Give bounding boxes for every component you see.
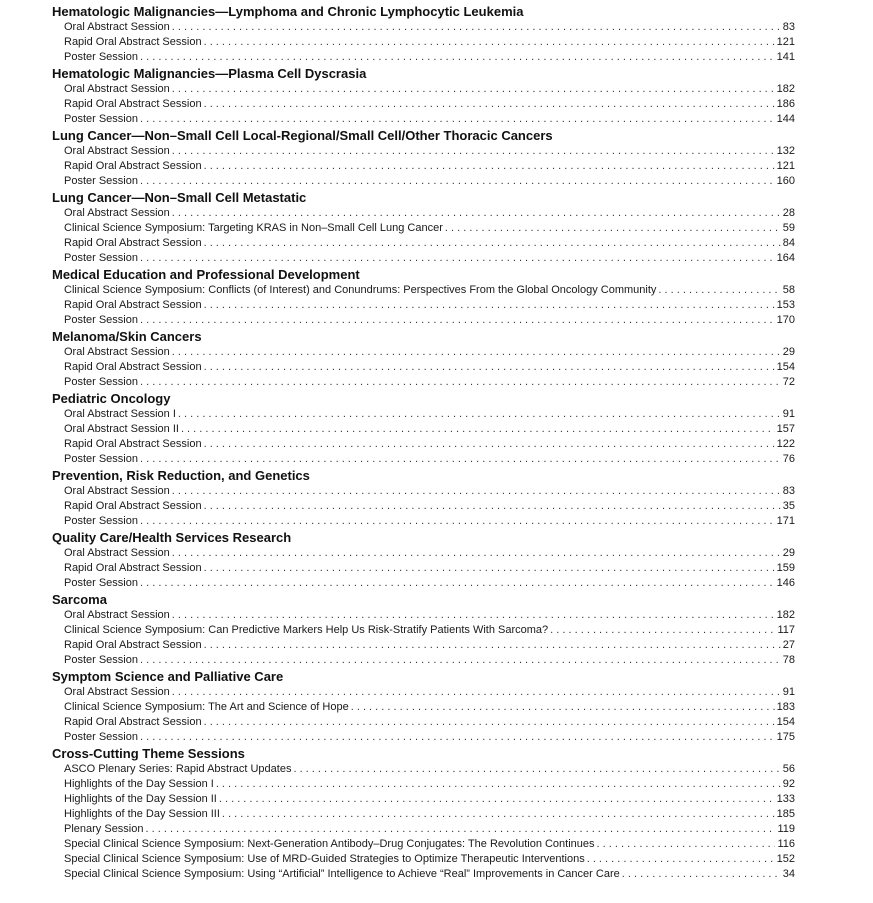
entry-label: Rapid Oral Abstract Session — [64, 299, 202, 311]
dot-leader — [204, 97, 775, 112]
dot-leader — [140, 730, 775, 745]
toc-section — [52, 390, 795, 467]
dot-leader — [445, 221, 781, 236]
entry-label: Clinical Science Symposium: The Art and Science of Hope — [64, 701, 349, 713]
page-number: 132 — [776, 145, 795, 157]
page-number: 27 — [782, 639, 795, 651]
page-number: 152 — [776, 853, 795, 865]
dot-leader — [204, 35, 775, 50]
toc-entry — [52, 623, 795, 638]
page-number: 154 — [776, 716, 795, 728]
toc-entry — [52, 112, 795, 127]
entry-label: Poster Session — [64, 314, 138, 326]
dot-leader — [140, 50, 775, 65]
page-number: 121 — [776, 36, 795, 48]
toc-entry — [52, 777, 795, 792]
dot-leader — [204, 499, 781, 514]
entry-label: Rapid Oral Abstract Session — [64, 361, 202, 373]
page-number: 92 — [782, 778, 795, 790]
toc-entry — [52, 375, 795, 390]
toc-entry — [52, 144, 795, 159]
dot-leader — [204, 360, 775, 375]
entry-label: Poster Session — [64, 175, 138, 187]
entry-label: Rapid Oral Abstract Session — [64, 500, 202, 512]
toc-entry — [52, 345, 795, 360]
page-number: 91 — [782, 686, 795, 698]
entry-label: Rapid Oral Abstract Session — [64, 98, 202, 110]
dot-leader — [172, 206, 781, 221]
page-number: 28 — [782, 207, 795, 219]
entry-label: Oral Abstract Session — [64, 145, 170, 157]
entry-label: Oral Abstract Session — [64, 547, 170, 559]
section-heading: Medical Education and Professional Development — [52, 267, 360, 282]
toc-section — [52, 591, 795, 668]
dot-leader — [219, 792, 775, 807]
entry-label: Oral Abstract Session I — [64, 408, 176, 420]
dot-leader — [351, 700, 775, 715]
dot-leader — [140, 653, 781, 668]
toc-section — [52, 328, 795, 390]
entry-label: Poster Session — [64, 252, 138, 264]
toc-section — [52, 189, 795, 266]
toc-entry — [52, 807, 795, 822]
dot-leader — [172, 484, 781, 499]
toc-entry — [52, 822, 795, 837]
dot-leader — [622, 867, 781, 882]
page-number: 146 — [776, 577, 795, 589]
dot-leader — [172, 546, 781, 561]
page-number: 182 — [776, 83, 795, 95]
toc-entry — [52, 484, 795, 499]
toc-entry — [52, 700, 795, 715]
entry-label: ASCO Plenary Series: Rapid Abstract Updates — [64, 763, 292, 775]
entry-label: Poster Session — [64, 577, 138, 589]
section-heading: Hematologic Malignancies—Plasma Cell Dyscrasia — [52, 66, 367, 81]
dot-leader — [216, 777, 781, 792]
page-number: 116 — [777, 838, 795, 850]
page-number: 29 — [782, 547, 795, 559]
toc-entry — [52, 20, 795, 35]
entry-label: Oral Abstract Session — [64, 83, 170, 95]
entry-label: Oral Abstract Session — [64, 346, 170, 358]
page-number: 59 — [782, 222, 795, 234]
toc-entry — [52, 867, 795, 882]
entry-label: Highlights of the Day Session III — [64, 808, 220, 820]
page-number: 121 — [776, 160, 795, 172]
page-number: 160 — [776, 175, 795, 187]
section-heading: Quality Care/Health Services Research — [52, 530, 292, 545]
entry-label: Clinical Science Symposium: Can Predictive Markers Help Us Risk-Stratify Patients With Sarcoma? — [64, 624, 549, 636]
dot-leader — [140, 452, 781, 467]
entry-label: Rapid Oral Abstract Session — [64, 438, 202, 450]
entry-label: Poster Session — [64, 376, 138, 388]
entry-label: Rapid Oral Abstract Session — [64, 639, 202, 651]
page-number: 186 — [776, 98, 795, 110]
dot-leader — [204, 159, 775, 174]
dot-leader — [140, 251, 775, 266]
toc-entry — [52, 206, 795, 221]
toc-entry — [52, 82, 795, 97]
dot-leader — [172, 608, 775, 623]
entry-label: Clinical Science Symposium: Conflicts (of Interest) and Conundrums: Perspectives From the Global Oncology Community — [64, 284, 657, 296]
dot-leader — [204, 561, 775, 576]
toc-entry — [52, 546, 795, 561]
dot-leader — [172, 144, 775, 159]
page-number: 171 — [776, 515, 795, 527]
dot-leader — [140, 174, 775, 189]
toc-section — [52, 65, 795, 127]
entry-label: Rapid Oral Abstract Session — [64, 716, 202, 728]
dot-leader — [204, 437, 775, 452]
dot-leader — [172, 82, 775, 97]
page-number: 83 — [782, 21, 795, 33]
page-number: 141 — [776, 51, 795, 63]
entry-label: Special Clinical Science Symposium: Using “Artificial” Intelligence to Achieve “Real” Improvements in Cancer Care — [64, 868, 620, 880]
page-number: 122 — [776, 438, 795, 450]
page-number: 153 — [776, 299, 795, 311]
entry-label: Poster Session — [64, 515, 138, 527]
page-number: 157 — [776, 423, 795, 435]
dot-leader — [172, 345, 781, 360]
toc-entry — [52, 35, 795, 50]
dot-leader — [204, 638, 781, 653]
page-number: 144 — [776, 113, 795, 125]
page-number: 185 — [776, 808, 795, 820]
toc-entry — [52, 837, 795, 852]
entry-label: Rapid Oral Abstract Session — [64, 562, 202, 574]
toc-entry — [52, 514, 795, 529]
page-number: 175 — [776, 731, 795, 743]
toc-section — [52, 529, 795, 591]
toc-entry — [52, 452, 795, 467]
entry-label: Special Clinical Science Symposium: Use of MRD-Guided Strategies to Optimize Therapeutic Interventions — [64, 853, 585, 865]
toc-entry — [52, 97, 795, 112]
entry-label: Poster Session — [64, 453, 138, 465]
entry-label: Oral Abstract Session — [64, 609, 170, 621]
dot-leader — [140, 313, 775, 328]
toc-entry — [52, 221, 795, 236]
dot-leader — [587, 852, 775, 867]
section-heading: Hematologic Malignancies—Lymphoma and Chronic Lymphocytic Leukemia — [52, 4, 524, 19]
page-number: 170 — [776, 314, 795, 326]
toc-section — [52, 3, 795, 65]
section-heading: Lung Cancer—Non–Small Cell Metastatic — [52, 190, 307, 205]
page-number: 29 — [782, 346, 795, 358]
entry-label: Poster Session — [64, 113, 138, 125]
toc-entry — [52, 685, 795, 700]
page-number: 34 — [782, 868, 795, 880]
toc-entry — [52, 499, 795, 514]
dot-leader — [293, 762, 780, 777]
toc-entry — [52, 159, 795, 174]
toc-entry — [52, 251, 795, 266]
dot-leader — [597, 837, 776, 852]
toc-entry — [52, 50, 795, 65]
entry-label: Oral Abstract Session — [64, 686, 170, 698]
section-heading: Melanoma/Skin Cancers — [52, 329, 202, 344]
entry-label: Rapid Oral Abstract Session — [64, 160, 202, 172]
section-heading: Pediatric Oncology — [52, 391, 171, 406]
section-heading: Lung Cancer—Non–Small Cell Local-Regional/Small Cell/Other Thoracic Cancers — [52, 128, 553, 143]
entry-label: Rapid Oral Abstract Session — [64, 36, 202, 48]
toc-entry — [52, 174, 795, 189]
toc-entry — [52, 561, 795, 576]
dot-leader — [204, 298, 775, 313]
section-heading: Symptom Science and Palliative Care — [52, 669, 284, 684]
dot-leader — [172, 685, 781, 700]
page-number: 78 — [782, 654, 795, 666]
entry-label: Poster Session — [64, 654, 138, 666]
entry-label: Oral Abstract Session — [64, 485, 170, 497]
entry-label: Highlights of the Day Session I — [64, 778, 214, 790]
toc-entry — [52, 298, 795, 313]
toc-entry — [52, 638, 795, 653]
page-number: 183 — [776, 701, 795, 713]
toc-entry — [52, 792, 795, 807]
toc-entry — [52, 422, 795, 437]
page-number: 72 — [782, 376, 795, 388]
section-heading: Sarcoma — [52, 592, 107, 607]
toc-entry — [52, 762, 795, 777]
dot-leader — [172, 20, 781, 35]
entry-label: Special Clinical Science Symposium: Next-Generation Antibody–Drug Conjugates: The Revolution Continues — [64, 838, 595, 850]
toc-section — [52, 668, 795, 745]
toc-entry — [52, 852, 795, 867]
entry-label: Oral Abstract Session — [64, 21, 170, 33]
toc-entry — [52, 360, 795, 375]
page-number: 117 — [777, 624, 795, 636]
toc-section — [52, 745, 795, 882]
dot-leader — [140, 514, 775, 529]
dot-leader — [140, 375, 781, 390]
dot-leader — [222, 807, 775, 822]
dot-leader — [658, 283, 780, 298]
toc-entry — [52, 313, 795, 328]
page-number: 83 — [782, 485, 795, 497]
page-number: 133 — [776, 793, 795, 805]
table-of-contents — [52, 3, 795, 882]
entry-label: Poster Session — [64, 731, 138, 743]
entry-label: Oral Abstract Session — [64, 207, 170, 219]
dot-leader — [140, 576, 775, 591]
entry-label: Oral Abstract Session II — [64, 423, 179, 435]
page-number: 182 — [776, 609, 795, 621]
entry-label: Plenary Session — [64, 823, 144, 835]
page-number: 91 — [782, 408, 795, 420]
page-number: 84 — [782, 237, 795, 249]
dot-leader — [181, 422, 775, 437]
page-number: 164 — [776, 252, 795, 264]
page-number: 154 — [776, 361, 795, 373]
dot-leader — [550, 623, 775, 638]
toc-entry — [52, 236, 795, 251]
toc-entry — [52, 608, 795, 623]
toc-entry — [52, 283, 795, 298]
page-number: 119 — [777, 823, 795, 835]
page-number: 76 — [782, 453, 795, 465]
page-number: 58 — [782, 284, 795, 296]
dot-leader — [204, 715, 775, 730]
entry-label: Clinical Science Symposium: Targeting KRAS in Non–Small Cell Lung Cancer — [64, 222, 443, 234]
entry-label: Rapid Oral Abstract Session — [64, 237, 202, 249]
section-heading: Cross-Cutting Theme Sessions — [52, 746, 245, 761]
toc-entry — [52, 730, 795, 745]
dot-leader — [204, 236, 781, 251]
toc-section — [52, 467, 795, 529]
toc-entry — [52, 407, 795, 422]
toc-section — [52, 266, 795, 328]
entry-label: Poster Session — [64, 51, 138, 63]
dot-leader — [146, 822, 776, 837]
dot-leader — [140, 112, 775, 127]
page-number: 159 — [776, 562, 795, 574]
toc-entry — [52, 653, 795, 668]
toc-entry — [52, 437, 795, 452]
toc-entry — [52, 715, 795, 730]
toc-section — [52, 127, 795, 189]
toc-entry — [52, 576, 795, 591]
entry-label: Highlights of the Day Session II — [64, 793, 217, 805]
page-number: 35 — [782, 500, 795, 512]
page-number: 56 — [782, 763, 795, 775]
dot-leader — [178, 407, 781, 422]
section-heading: Prevention, Risk Reduction, and Genetics — [52, 468, 310, 483]
